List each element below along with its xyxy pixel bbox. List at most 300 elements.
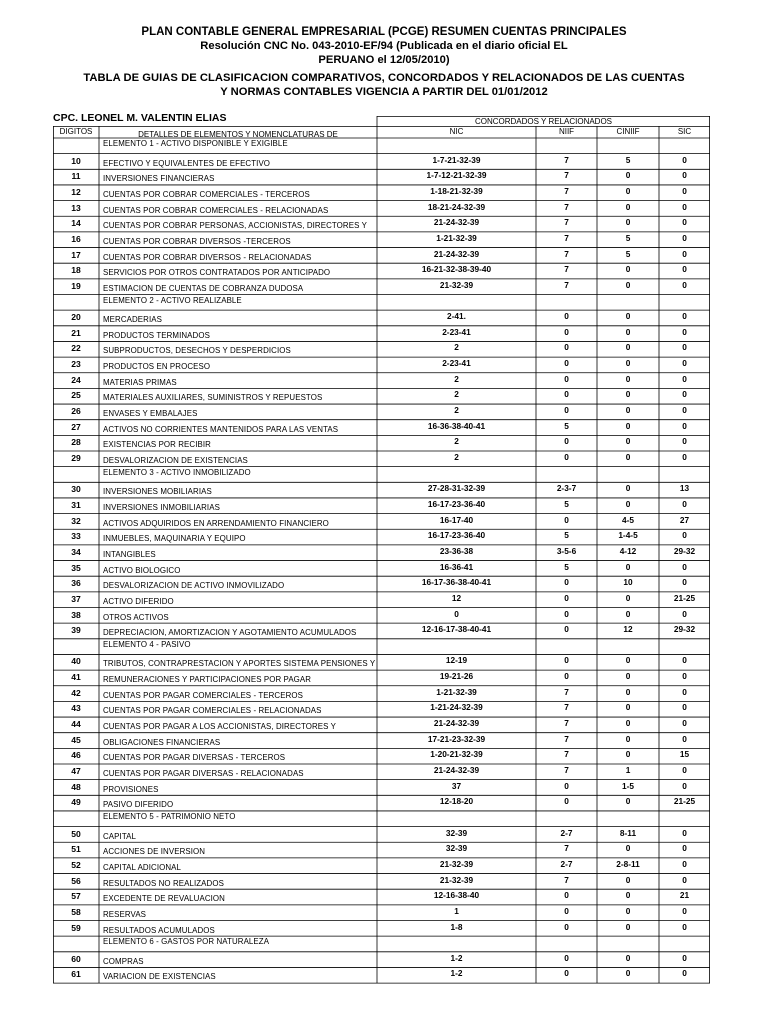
sic-value: 0	[682, 874, 687, 885]
niif-value: 0	[564, 358, 569, 369]
niif-value: 7	[564, 733, 569, 744]
sic-value: 0	[682, 358, 687, 369]
column-header-detalle: DETALLES DE ELEMENTOS Y NOMENCLATURAS DE	[138, 130, 338, 139]
account-digits: 60	[71, 953, 81, 964]
niif-value: 7	[564, 232, 569, 243]
account-digits: 44	[71, 719, 81, 730]
nic-value: 32-39	[445, 843, 468, 854]
account-digits: 38	[71, 609, 81, 620]
ciniif-value: 0	[625, 436, 631, 447]
account-digits: 12	[71, 186, 81, 197]
niif-value: 0	[564, 890, 569, 901]
nic-value: 19-21-26	[439, 671, 474, 682]
sic-value: 0	[682, 718, 687, 729]
sic-value: 29-32	[673, 624, 696, 635]
account-digits: 34	[71, 546, 81, 557]
niif-value: 0	[564, 671, 569, 682]
sic-value: 0	[682, 577, 687, 588]
nic-value: 0	[454, 608, 459, 619]
account-detail: SUBPRODUCTOS, DESECHOS Y DESPERDICIOS	[103, 346, 291, 356]
account-digits: 59	[71, 922, 81, 933]
account-detail: DESVALORIZACION DE EXISTENCIAS	[103, 456, 248, 465]
ciniif-value: 10	[623, 577, 633, 588]
account-digits: 48	[71, 781, 81, 792]
nic-value: 21-24-32-39	[433, 217, 480, 228]
ciniif-value: 0	[625, 389, 631, 400]
account-detail: RESULTADOS ACUMULADOS	[103, 925, 215, 935]
nic-value: 2	[454, 436, 459, 447]
nic-value: 1-2	[450, 968, 463, 979]
ciniif-value: 0	[625, 405, 631, 416]
ciniif-value: 0	[625, 342, 631, 353]
sic-value: 0	[682, 154, 687, 165]
account-digits: 20	[71, 312, 81, 323]
account-digits: 35	[71, 562, 81, 573]
publication-line: PERUANO el 12/05/2010)	[318, 54, 450, 66]
account-detail: INVERSIONES MOBILIARIAS	[103, 487, 212, 497]
account-detail: CUENTAS POR COBRAR DIVERSOS -TERCEROS	[103, 236, 291, 246]
ciniif-value: 0	[625, 592, 631, 603]
ciniif-value: 1-5	[622, 780, 634, 791]
niif-value: 0	[564, 389, 569, 400]
nic-value: 12	[451, 592, 462, 603]
sic-value: 0	[682, 217, 687, 228]
sic-value: 0	[682, 921, 687, 932]
ciniif-value: 0	[625, 561, 631, 572]
ciniif-value: 0	[625, 420, 631, 431]
niif-value: 7	[564, 765, 569, 775]
account-detail: CUENTAS POR COBRAR DIVERSOS - RELACIONADAS	[103, 252, 312, 262]
niif-value: 0	[564, 436, 569, 447]
account-detail: ACTIVO DIFERIDO	[103, 596, 174, 606]
account-digits: 58	[71, 906, 81, 917]
ciniif-value: 0	[625, 733, 631, 744]
niif-value: 7	[564, 874, 569, 885]
account-digits: 57	[71, 891, 81, 902]
account-detail: CUENTAS POR COBRAR COMERCIALES - TERCEROS	[103, 189, 310, 199]
account-detail: ESTIMACION DE CUENTAS DE COBRANZA DUDOSA	[103, 283, 304, 293]
ciniif-value: 0	[625, 264, 631, 275]
sic-value: 0	[682, 264, 687, 275]
resolution-line: Resolución CNC No. 043-2010-EF/94 (Publicada en el diario oficial EL	[200, 40, 568, 52]
nic-value: 1-21-32-39	[436, 686, 477, 697]
ciniif-value: 0	[625, 373, 631, 384]
account-detail: OBLIGACIONES FINANCIERAS	[103, 737, 221, 747]
account-digits: 33	[71, 531, 81, 542]
nic-value: 12-19	[445, 655, 468, 666]
niif-value: 2-3-7	[556, 483, 577, 494]
niif-value: 0	[564, 624, 569, 635]
document-title: PLAN CONTABLE GENERAL EMPRESARIAL (PCGE) RESUMEN CUENTAS PRINCIPALES	[141, 26, 627, 38]
account-detail: CUENTAS POR PAGAR A LOS ACCIONISTAS, DIRECTORES Y	[103, 722, 337, 732]
account-digits: 56	[71, 875, 81, 886]
niif-value: 0	[564, 921, 569, 932]
account-digits: 37	[71, 593, 81, 604]
niif-value: 7	[564, 702, 569, 713]
niif-value: 7	[564, 154, 569, 165]
account-detail: OTROS ACTIVOS	[103, 612, 169, 622]
ciniif-value: 1	[625, 765, 631, 775]
account-digits: 30	[71, 484, 81, 495]
ciniif-value: 0	[625, 279, 631, 290]
ciniif-value: 5	[625, 232, 631, 243]
sic-value: 0	[682, 827, 687, 838]
nic-value: 2	[454, 389, 459, 400]
account-digits: 46	[71, 750, 81, 761]
account-detail: COMPRAS	[103, 956, 144, 966]
account-digits: 27	[71, 421, 81, 432]
ciniif-value: 0	[625, 718, 631, 729]
account-digits: 10	[71, 155, 81, 166]
niif-value: 7	[564, 217, 569, 228]
account-detail: CAPITAL	[103, 831, 137, 841]
ciniif-value: 0	[625, 217, 631, 228]
niif-value: 5	[564, 498, 569, 509]
niif-value: 0	[564, 405, 569, 416]
niif-value: 0	[564, 796, 569, 807]
niif-value: 5	[564, 561, 569, 572]
niif-value: 0	[564, 968, 569, 979]
account-detail: PRODUCTOS TERMINADOS	[103, 330, 210, 340]
ciniif-value: 0	[625, 311, 631, 322]
account-digits: 52	[71, 859, 81, 870]
account-digits: 22	[71, 343, 81, 354]
sic-value: 13	[679, 483, 690, 494]
account-detail: CUENTAS POR PAGAR COMERCIALES - RELACIONADAS	[103, 706, 322, 716]
ciniif-value: 0	[625, 655, 631, 666]
sic-value: 0	[682, 326, 687, 337]
account-detail: TRIBUTOS, CONTRAPRESTACION Y APORTES SISTEMA PENSIONES Y	[103, 659, 375, 669]
niif-value: 3-5-6	[556, 545, 577, 556]
sic-value: 0	[682, 452, 687, 462]
account-detail: INVERSIONES FINANCIERAS	[103, 174, 215, 184]
ciniif-value: 4-12	[619, 545, 637, 556]
account-digits: 18	[71, 265, 81, 276]
sic-value: 29-32	[673, 545, 696, 556]
niif-value: 0	[564, 326, 569, 337]
section-header: ELEMENTO 1 - ACTIVO DISPONIBLE Y EXIGIBLE	[103, 139, 288, 148]
sic-value: 0	[682, 968, 687, 979]
nic-value: 16-36-38-40-41	[427, 420, 486, 431]
niif-value: 0	[564, 655, 569, 666]
account-detail: MATERIALES AUXILIARES, SUMINISTROS Y REPUESTOS	[103, 393, 323, 403]
niif-value: 7	[564, 279, 569, 290]
niif-value: 0	[564, 311, 569, 322]
ciniif-value: 0	[625, 702, 631, 713]
account-digits: 19	[71, 280, 81, 291]
niif-value: 0	[564, 342, 569, 353]
nic-value: 1	[454, 905, 459, 916]
niif-value: 7	[564, 749, 569, 760]
niif-value: 7	[564, 843, 569, 854]
niif-value: 7	[564, 170, 569, 181]
sic-value: 0	[682, 952, 687, 963]
account-detail: ACCIONES DE INVERSION	[103, 847, 206, 857]
account-digits: 26	[71, 406, 81, 417]
table-subtitle-line1: TABLA DE GUIAS DE CLASIFICACION COMPARATIVOS, CONCORDADOS Y RELACIONADOS DE LAS CUENTAS	[83, 72, 685, 84]
nic-value: 2	[454, 405, 459, 416]
nic-value: 1-7-12-21-32-39	[426, 170, 487, 181]
ciniif-value: 0	[625, 201, 631, 212]
account-digits: 42	[71, 687, 81, 698]
account-detail: SERVICIOS POR OTROS CONTRATADOS POR ANTICIPADO	[103, 268, 331, 278]
account-digits: 24	[71, 374, 81, 385]
niif-value: 0	[564, 514, 569, 525]
nic-value: 12-16-38-40	[433, 890, 480, 901]
account-digits: 17	[71, 249, 81, 260]
ciniif-value: 0	[625, 608, 631, 619]
account-digits: 39	[71, 625, 81, 636]
niif-value: 0	[564, 373, 569, 384]
ciniif-value: 8-11	[619, 827, 637, 838]
account-detail: EXCEDENTE DE REVALUACION	[103, 894, 225, 904]
account-detail: PASIVO DIFERIDO	[103, 800, 174, 810]
niif-value: 7	[564, 686, 569, 697]
sic-value: 0	[682, 561, 687, 572]
nic-value: 16-17-23-36-40	[427, 530, 486, 541]
ciniif-value: 0	[625, 968, 631, 979]
account-detail: CUENTAS POR PAGAR DIVERSAS - RELACIONADAS	[103, 769, 304, 778]
niif-value: 7	[564, 248, 569, 259]
ciniif-value: 1-4-5	[618, 530, 638, 541]
account-digits: 50	[71, 828, 81, 839]
account-detail: MERCADERIAS	[103, 315, 162, 325]
niif-value: 7	[564, 201, 569, 212]
sic-value: 0	[682, 201, 687, 212]
account-digits: 21	[71, 327, 81, 338]
group-header: CONCORDADOS Y RELACIONADOS	[474, 117, 613, 126]
nic-value: 12-18-20	[439, 796, 474, 807]
nic-value: 21-32-39	[439, 874, 474, 885]
section-header: ELEMENTO 5 - PATRIMONIO NETO	[103, 811, 236, 821]
sic-value: 0	[682, 843, 687, 854]
section-header: ELEMENTO 6 - GASTOS POR NATURALEZA	[103, 937, 270, 947]
ciniif-value: 12	[623, 624, 633, 635]
account-detail: REMUNERACIONES Y PARTICIPACIONES POR PAGAR	[103, 675, 312, 685]
account-detail: ACTIVOS ADQUIRIDOS EN ARRENDAMIENTO FINANCIERO	[103, 518, 329, 528]
sic-value: 0	[682, 311, 687, 322]
ciniif-value: 0	[625, 170, 631, 181]
ciniif-value: 0	[625, 890, 631, 901]
nic-value: 16-17-40	[439, 514, 474, 525]
ciniif-value: 0	[625, 498, 631, 509]
sic-value: 0	[682, 498, 687, 509]
nic-value: 16-36-41	[439, 561, 474, 572]
sic-value: 0	[682, 608, 687, 619]
section-header: ELEMENTO 4 - PASIVO	[103, 639, 191, 649]
ciniif-value: 0	[625, 796, 631, 807]
account-digits: 40	[71, 656, 81, 667]
niif-value: 2-7	[560, 858, 573, 869]
nic-value: 17-21-23-32-39	[427, 733, 486, 744]
accounts-table	[53, 116, 710, 988]
column-header-ciniif: CINIIF	[616, 127, 640, 136]
nic-value: 16-17-36-38-40-41	[421, 577, 492, 588]
account-digits: 47	[71, 766, 81, 776]
account-digits: 25	[71, 390, 81, 401]
niif-value: 7	[564, 264, 569, 275]
account-detail: EFECTIVO Y EQUIVALENTES DE EFECTIVO	[103, 158, 271, 168]
nic-value: 2-41.	[447, 311, 466, 322]
nic-value: 23-36-38	[439, 545, 474, 556]
account-digits: 16	[71, 233, 81, 244]
ciniif-value: 0	[625, 671, 631, 682]
sic-value: 0	[682, 702, 687, 713]
sic-value: 0	[682, 342, 687, 353]
ciniif-value: 4-5	[622, 514, 634, 525]
ciniif-value: 5	[625, 248, 631, 259]
account-digits: 13	[71, 202, 81, 213]
section-header: ELEMENTO 2 - ACTIVO REALIZABLE	[103, 295, 242, 305]
ciniif-value: 2-8-11	[616, 858, 640, 869]
sic-value: 0	[682, 671, 687, 682]
ciniif-value: 0	[625, 921, 631, 932]
niif-value: 0	[564, 452, 569, 462]
account-detail: ENVASES Y EMBALAJES	[103, 409, 198, 419]
account-digits: 41	[71, 672, 81, 683]
sic-value: 0	[682, 436, 687, 447]
account-digits: 28	[71, 437, 81, 448]
account-digits: 23	[71, 359, 81, 370]
nic-value: 37	[451, 780, 462, 791]
account-detail: EXISTENCIAS POR RECIBIR	[103, 440, 211, 450]
sic-value: 0	[682, 170, 687, 181]
account-detail: PROVISIONES	[103, 784, 159, 794]
nic-value: 2	[454, 373, 459, 384]
account-detail: CUENTAS POR COBRAR COMERCIALES - RELACIONADAS	[103, 205, 329, 215]
ciniif-value: 0	[625, 326, 631, 337]
ciniif-value: 0	[625, 905, 631, 916]
sic-value: 0	[682, 765, 687, 775]
account-detail: ACTIVOS NO CORRIENTES MANTENIDOS PARA LAS VENTAS	[103, 424, 339, 434]
column-header-niif: NIIF	[558, 127, 575, 136]
ciniif-value: 0	[625, 749, 631, 760]
sic-value: 0	[682, 733, 687, 744]
nic-value: 12-16-17-38-40-41	[421, 624, 492, 635]
account-detail: CUENTAS POR COBRAR PERSONAS, ACCIONISTAS, DIRECTORES Y	[103, 221, 367, 231]
niif-value: 0	[564, 577, 569, 588]
niif-value: 0	[564, 952, 569, 963]
account-digits: 61	[71, 969, 81, 980]
sic-value: 0	[682, 905, 687, 916]
account-digits: 45	[71, 734, 81, 745]
ciniif-value: 0	[625, 185, 631, 196]
ciniif-value: 0	[625, 843, 631, 854]
account-detail: ACTIVO BIOLOGICO	[103, 565, 181, 575]
sic-value: 0	[682, 405, 687, 416]
sic-value: 0	[682, 373, 687, 384]
niif-value: 0	[564, 608, 569, 619]
sic-value: 0	[682, 686, 687, 697]
account-digits: 31	[71, 499, 81, 510]
account-detail: INVERSIONES INMOBILIARIAS	[103, 502, 220, 512]
ciniif-value: 0	[625, 483, 631, 494]
account-detail: INTANGIBLES	[103, 549, 156, 559]
sic-value: 0	[682, 248, 687, 259]
account-detail: PRODUCTOS EN PROCESO	[103, 362, 211, 372]
account-detail: VARIACION DE EXISTENCIAS	[103, 972, 216, 982]
account-digits: 11	[71, 171, 81, 182]
account-detail: RESULTADOS NO REALIZADOS	[103, 878, 224, 888]
sic-value: 21-25	[673, 592, 696, 603]
table-subtitle-line2: Y NORMAS CONTABLES VIGENCIA A PARTIR DEL 01/01/2012	[220, 86, 548, 98]
nic-value: 21-24-32-39	[433, 718, 480, 729]
nic-value: 1-21-24-32-39	[430, 702, 483, 713]
account-detail: CUENTAS POR PAGAR COMERCIALES - TERCEROS	[103, 690, 303, 700]
nic-value: 21-32-39	[439, 279, 474, 290]
nic-value: 21-24-32-39	[433, 248, 480, 259]
account-detail: DESVALORIZACION DE ACTIVO INMOVILIZADO	[103, 581, 285, 591]
nic-value: 1-8	[450, 921, 463, 932]
nic-value: 1-7-21-32-39	[432, 154, 481, 165]
account-digits: 14	[71, 218, 81, 229]
account-digits: 43	[71, 703, 81, 714]
sic-value: 0	[682, 780, 687, 791]
account-detail: CUENTAS POR PAGAR DIVERSAS - TERCEROS	[103, 753, 286, 763]
column-header-sic: SIC	[677, 127, 692, 136]
niif-value: 5	[564, 420, 569, 431]
ciniif-value: 0	[625, 358, 631, 369]
account-digits: 51	[71, 844, 81, 855]
nic-value: 1-2	[450, 952, 463, 963]
account-digits: 29	[71, 453, 81, 463]
account-digits: 32	[71, 515, 81, 526]
nic-value: 2-23-41	[442, 358, 471, 369]
account-detail: MATERIAS PRIMAS	[103, 377, 177, 387]
account-detail: RESERVAS	[103, 909, 147, 919]
nic-value: 16-17-23-36-40	[427, 498, 486, 509]
nic-value: 16-21-32-38-39-40	[421, 264, 492, 275]
sic-value: 0	[682, 279, 687, 290]
ciniif-value: 5	[625, 154, 631, 165]
sic-value: 0	[682, 530, 687, 541]
sic-value: 0	[682, 389, 687, 400]
section-header: ELEMENTO 3 - ACTIVO INMOBILIZADO	[103, 467, 251, 477]
nic-value: 21-32-39	[439, 858, 474, 869]
nic-value: 32-39	[445, 827, 468, 838]
niif-value: 0	[564, 905, 569, 916]
sic-value: 21	[679, 890, 690, 901]
column-header-digitos: DIGITOS	[59, 127, 93, 136]
account-detail: DEPRECIACION, AMORTIZACION Y AGOTAMIENTO ACUMULADOS	[103, 628, 357, 638]
nic-value: 18-21-24-32-39	[427, 201, 486, 212]
nic-value: 21-24-32-39	[433, 765, 480, 775]
nic-value: 1-18-21-32-39	[430, 185, 483, 196]
account-digits: 49	[71, 797, 81, 808]
nic-value: 27-28-31-32-39	[427, 483, 486, 494]
niif-value: 2-7	[560, 827, 573, 838]
sic-value: 0	[682, 655, 687, 666]
ciniif-value: 0	[625, 686, 631, 697]
sic-value: 0	[682, 420, 687, 431]
nic-value: 2-23-41	[442, 326, 471, 337]
account-detail: INMUEBLES, MAQUINARIA Y EQUIPO	[103, 534, 246, 544]
ciniif-value: 0	[625, 452, 631, 462]
author-name: CPC. LEONEL M. VALENTIN ELIAS	[53, 112, 227, 124]
ciniif-value: 0	[625, 874, 631, 885]
account-detail: CAPITAL ADICIONAL	[103, 862, 181, 872]
niif-value: 7	[564, 185, 569, 196]
sic-value: 27	[679, 514, 690, 525]
niif-value: 5	[564, 530, 569, 541]
niif-value: 0	[564, 592, 569, 603]
sic-value: 0	[682, 185, 687, 196]
ciniif-value: 0	[625, 952, 631, 963]
nic-value: 1-21-32-39	[436, 232, 477, 243]
sic-value: 0	[682, 232, 687, 243]
sic-value: 15	[679, 749, 690, 760]
niif-value: 7	[564, 718, 569, 729]
